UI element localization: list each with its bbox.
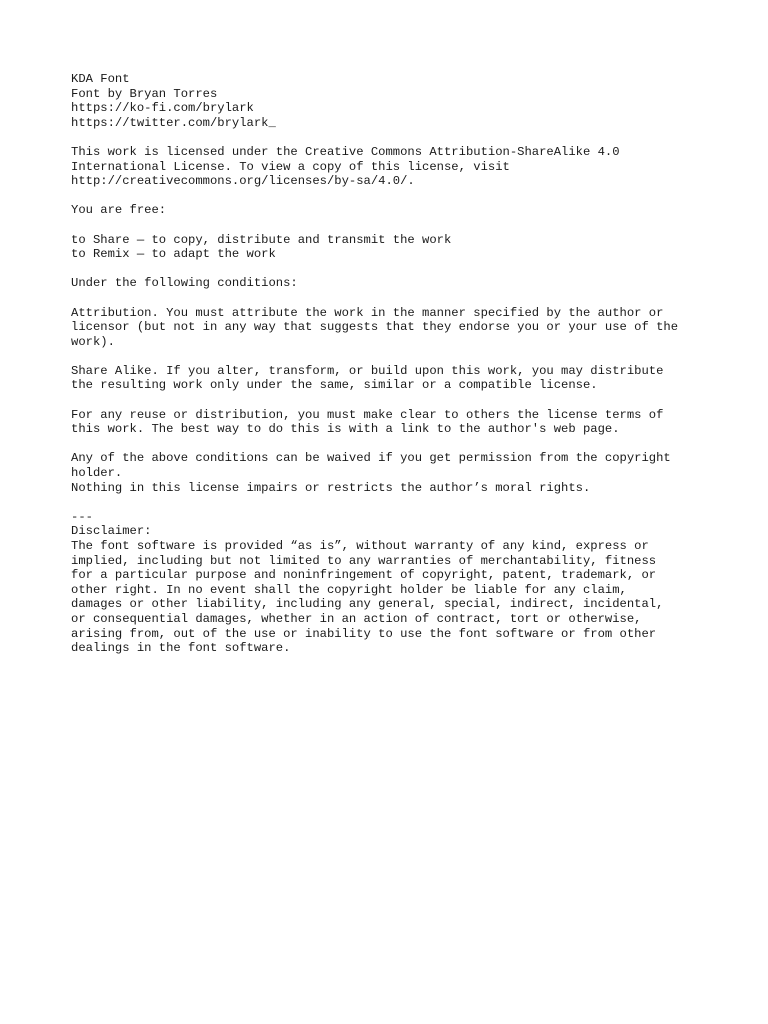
license-intro-line: This work is licensed under the Creative Commons Attribution-ShareAlike 4.0 <box>71 144 620 159</box>
twitter-link[interactable]: https://twitter.com/brylark_ <box>71 115 276 130</box>
attribution-block <box>71 306 731 350</box>
share-alike-line: Share Alike. If you alter, transform, or build upon this work, you may distribute <box>71 363 664 378</box>
disclaimer-block <box>71 510 731 656</box>
attribution-line: licensor (but not in any way that suggests that they endorse you or your use of the <box>71 320 679 335</box>
font-title: KDA Font <box>71 72 130 86</box>
disclaimer-line: damages or other liability, including any general, special, indirect, incidental, <box>71 597 664 612</box>
kofi-link[interactable]: https://ko-fi.com/brylark <box>71 101 254 116</box>
freedom-share: to Share — to copy, distribute and transmit the work <box>71 232 452 247</box>
license-document <box>71 72 731 656</box>
waiver-block <box>71 451 731 495</box>
disclaimer-line: arising from, out of the use or inability to use the font software or from other <box>71 626 657 641</box>
separator: --- <box>71 509 93 524</box>
attribution-line: work). <box>71 334 115 349</box>
free-heading: You are free: <box>71 203 167 218</box>
disclaimer-line: or consequential damages, whether in an action of contract, tort or otherwise, <box>71 611 642 626</box>
disclaimer-line: The font software is provided “as is”, without warranty of any kind, express or <box>71 539 649 553</box>
conditions-heading: Under the following conditions: <box>71 276 298 291</box>
freedom-remix: to Remix — to adapt the work <box>71 247 276 262</box>
attribution-line: Attribution. You must attribute the work in the manner specified by the author or <box>71 305 664 320</box>
header-block <box>71 72 731 130</box>
license-intro-block <box>71 145 731 189</box>
waiver-line: holder. <box>71 466 123 481</box>
disclaimer-heading: Disclaimer: <box>71 524 152 539</box>
moral-rights-line: Nothing in this license impairs or restricts the author’s moral rights. <box>71 480 591 495</box>
disclaimer-line: other right. In no event shall the copyright holder be liable for any claim, <box>71 582 627 597</box>
reuse-line: this work. The best way to do this is with a link to the author's web page. <box>71 422 620 437</box>
license-intro-line: International License. To view a copy of this license, visit <box>71 159 510 174</box>
share-alike-line: the resulting work only under the same, similar or a compatible license. <box>71 378 598 393</box>
free-heading-block <box>71 203 731 218</box>
reuse-line: For any reuse or distribution, you must make clear to others the license terms of <box>71 407 664 422</box>
reuse-block <box>71 408 731 437</box>
disclaimer-line: dealings in the font software. <box>71 641 291 656</box>
waiver-line: Any of the above conditions can be waived if you get permission from the copyright <box>71 451 671 466</box>
share-alike-block <box>71 364 731 393</box>
license-url-line[interactable]: http://creativecommons.org/licenses/by-sa/4.0/. <box>71 174 415 189</box>
conditions-heading-block <box>71 276 731 291</box>
freedoms-block <box>71 233 731 262</box>
disclaimer-line: for a particular purpose and noninfringement of copyright, patent, trademark, or <box>71 568 657 583</box>
disclaimer-line: implied, including but not limited to any warranties of merchantability, fitness <box>71 553 657 568</box>
font-author: Font by Bryan Torres <box>71 86 218 101</box>
